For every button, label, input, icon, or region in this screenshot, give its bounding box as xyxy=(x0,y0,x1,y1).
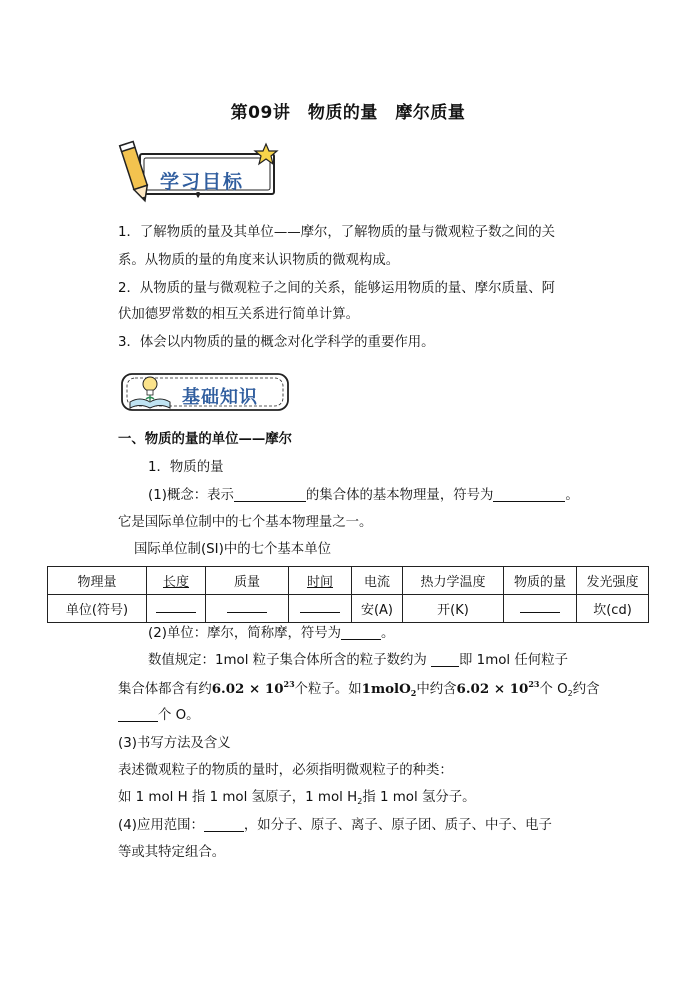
numeric-line-3: 个 O。 xyxy=(118,706,200,726)
concept-line xyxy=(148,486,579,506)
scope-line-2: 等或其特定组合。 xyxy=(118,845,226,860)
page-title: 第09讲 物质的量 摩尔质量 xyxy=(230,103,466,123)
oxygen-count-blank[interactable] xyxy=(118,707,158,722)
scope-blank[interactable] xyxy=(204,817,244,832)
row-blank-cell[interactable] xyxy=(289,595,352,623)
unit-blank[interactable] xyxy=(341,625,381,640)
basic-knowledge-label: 基础知识 xyxy=(182,387,258,408)
writing-line-1: 表述微观粒子的物质的量时，必须指明微观粒子的种类： xyxy=(118,763,453,778)
sub-heading: 1．物质的量 xyxy=(148,460,224,475)
header-cell: 物质的量 xyxy=(504,567,577,595)
header-cell: 电流 xyxy=(352,567,403,595)
numeric-line-1: 数值规定：1mol 粒子集合体所含的粒子数约为 即 1mol 任何粒子 xyxy=(148,653,568,668)
basic-knowledge-banner xyxy=(118,368,294,416)
row-cell: 单位(符号) xyxy=(48,595,147,623)
avogadro-blank[interactable] xyxy=(431,652,459,667)
header-cell: 物理量 xyxy=(48,567,147,595)
concept-line-2: 它是国际单位制中的七个基本物理量之一。 xyxy=(118,515,373,530)
row-cell: 安(A) xyxy=(352,595,403,623)
learning-goals-banner xyxy=(114,140,284,210)
learning-goals-label: 学习目标 xyxy=(160,171,245,193)
row-blank-cell[interactable] xyxy=(206,595,289,623)
header-cell: 长度 xyxy=(147,567,206,595)
table-caption: 国际单位制(SI)中的七个基本单位 xyxy=(134,542,331,557)
header-cell: 质量 xyxy=(206,567,289,595)
writing-heading: (3)书写方法及含义 xyxy=(118,736,231,751)
scope-line-1: (4)应用范围： ，如分子、原子、离子、原子团、质子、中子、电子 xyxy=(118,818,552,833)
si-units-table xyxy=(47,566,649,623)
row-blank-cell[interactable] xyxy=(504,595,577,623)
writing-line-2: 如 1 mol H 指 1 mol 氢原子，1 mol $H_2$指 1 mol 氢分子。 xyxy=(118,790,476,806)
concept-blank-1[interactable] xyxy=(234,487,306,502)
table-header-row xyxy=(48,567,649,595)
row-cell: 开(K) xyxy=(403,595,504,623)
unit-line xyxy=(148,624,394,644)
unit-text-b: 。 xyxy=(381,626,395,641)
numeric-line-2: 集合体都含有约$6.02 \times 10^{23}$个粒子。如1molO$_2$中约含$6.02 \times 10^{23}$个 $O_2$约含 xyxy=(118,679,600,698)
unit-text-a: (2)单位：摩尔，简称摩，符号为 xyxy=(148,626,342,641)
concept-blank-2[interactable] xyxy=(493,487,565,502)
goal-line-4: 伏加德罗常数的相互关系进行简单计算。 xyxy=(118,307,360,322)
header-cell: 发光强度 xyxy=(577,567,649,595)
goal-line-3: 2．从物质的量与微观粒子之间的关系，能够运用物质的量、摩尔质量、阿 xyxy=(118,281,556,296)
concept-text-a: (1)概念：表示 xyxy=(148,488,234,503)
header-cell: 时间 xyxy=(289,567,352,595)
goal-line-2: 系。从物质的量的角度来认识物质的微观构成。 xyxy=(118,253,400,268)
row-cell: 坎(cd) xyxy=(577,595,649,623)
row-blank-cell[interactable] xyxy=(147,595,206,623)
concept-text-b: 的集合体的基本物理量，符号为 xyxy=(305,488,494,503)
table-row xyxy=(48,595,649,623)
goal-line-1: 1．了解物质的量及其单位——摩尔，了解物质的量与微观粒子数之间的关 xyxy=(118,225,556,240)
goal-line-5: 3．体会以内物质的量的概念对化学科学的重要作用。 xyxy=(118,335,435,350)
header-cell: 热力学温度 xyxy=(403,567,504,595)
concept-text-c: 。 xyxy=(565,488,579,503)
section-heading: 一、物质的量的单位——摩尔 xyxy=(118,432,293,447)
